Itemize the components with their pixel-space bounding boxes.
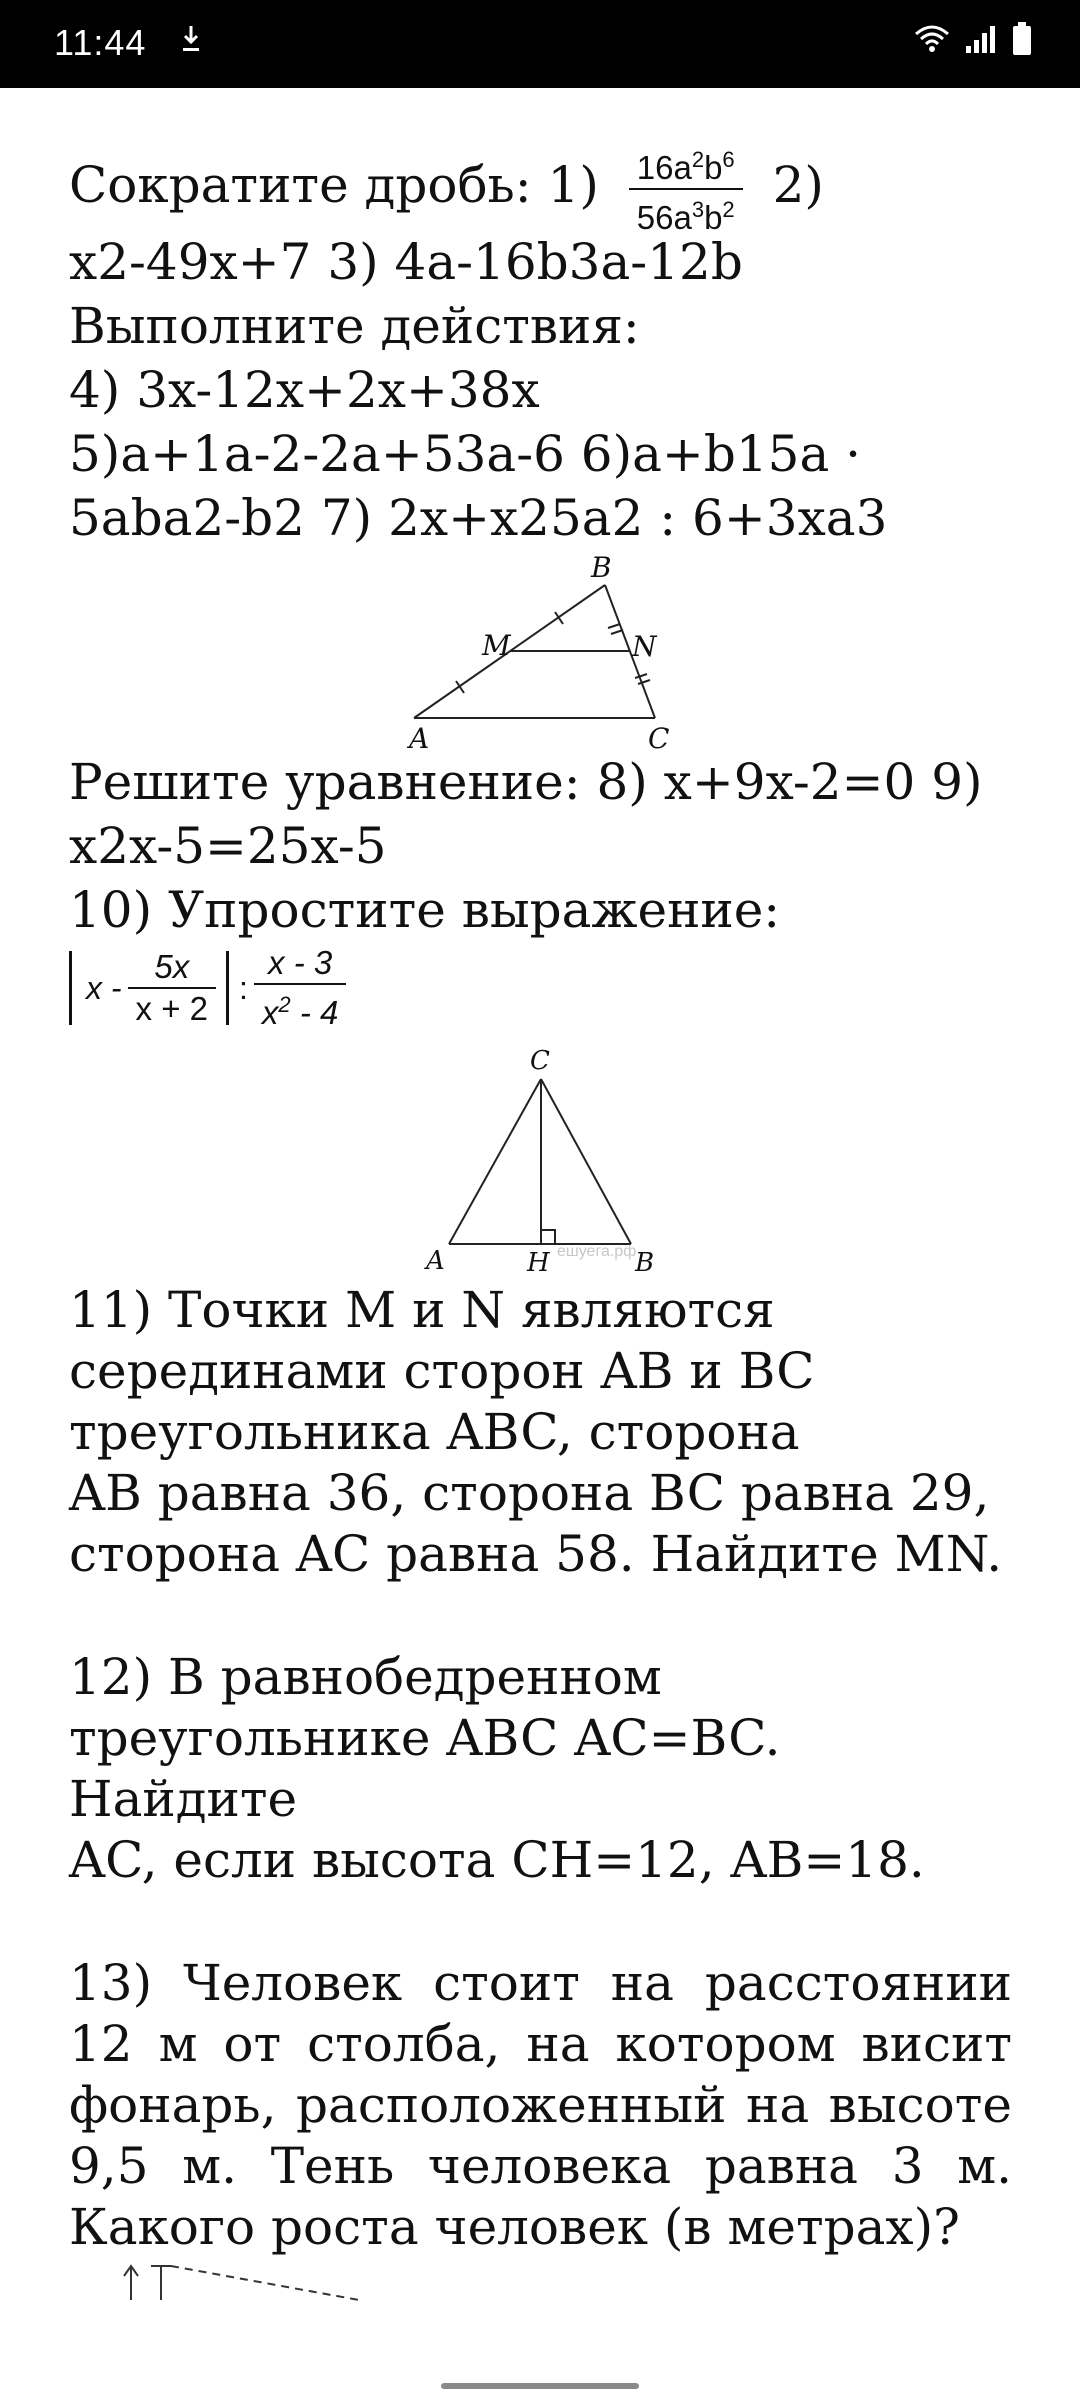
document-content xyxy=(69,140,1019,2302)
battery-icon xyxy=(1012,22,1032,61)
status-time: 11:44 xyxy=(54,22,147,63)
task-line-7: Решите уравнение: 8) x+9x-2=0 9) xyxy=(69,753,983,811)
frac1-den-exp-b: 2 xyxy=(722,197,735,222)
p11-line-5: сторона AC равна 58. Найдите MN. xyxy=(69,1525,1003,1583)
fraction-1 xyxy=(629,140,743,238)
p11-line-4: AB равна 36, сторона BC равна 29, xyxy=(69,1464,990,1522)
p12-line-3: AC, если высота CH=12, AB=18. xyxy=(69,1831,925,1889)
task-line-6: 5aba2-b2 7) 2x+x25a2 : 6+3xa3 xyxy=(69,489,888,547)
frac1-num-exp-b: 6 xyxy=(722,147,735,172)
expr10-frac-b-den-exp: 2 xyxy=(278,992,291,1017)
p11-line-2: серединами сторон AB и BC xyxy=(69,1342,815,1400)
problem-12 xyxy=(69,1647,1019,1891)
expr10-frac-b-den-rest: - 4 xyxy=(290,994,339,1031)
label-a: A xyxy=(426,1246,445,1276)
expr10-x: x - xyxy=(86,969,122,1006)
expr10-frac-a-den: x + 2 xyxy=(135,990,209,1027)
p12-line-1: 12) В равнобедренном xyxy=(69,1648,662,1706)
label-a: A xyxy=(409,722,430,750)
signal-icon xyxy=(964,24,998,59)
task-line-1-prefix: Сократите дробь: 1) xyxy=(69,156,599,214)
expr10-frac-a-num: 5x xyxy=(154,948,190,985)
task-line-8: x2x-5=25x-5 xyxy=(69,817,387,875)
p12-line-2: треугольнике ABC AC=BC. Найдите xyxy=(69,1709,781,1828)
task-line-9: 10) Упростите выражение: xyxy=(69,881,781,939)
expression-10 xyxy=(69,942,1019,1034)
gesture-nav-bar[interactable] xyxy=(441,2383,639,2389)
expr10-frac-b-den-base: x xyxy=(261,994,279,1031)
task-line-4: 4) 3x-12x+2x+38x xyxy=(69,361,540,419)
p11-line-3: треугольника ABC, сторона xyxy=(69,1403,800,1461)
expr10-frac-a xyxy=(128,947,216,1029)
label-c: C xyxy=(530,1046,550,1076)
triangle-midline-figure xyxy=(69,550,1019,750)
task-line-1 xyxy=(69,140,1019,236)
task-line-5: 5)a+1a-2-2a+53a-6 6)a+b15a · xyxy=(69,425,862,483)
download-icon xyxy=(180,24,202,59)
label-m: M xyxy=(482,629,511,662)
task-line-3: Выполните действия: xyxy=(69,297,640,355)
label-n: N xyxy=(632,630,657,663)
watermark-text: ешуега.рф xyxy=(557,1243,637,1260)
frac1-den-b: b xyxy=(704,199,723,236)
p11-line-1: 11) Точки M и N являются xyxy=(69,1281,775,1339)
lamp-post-figure-fragment xyxy=(69,2258,1019,2302)
side-bc xyxy=(541,1079,631,1244)
frac1-num-b: b xyxy=(704,149,723,186)
expr10-colon: : xyxy=(239,969,248,1006)
frac1-den-a: 56a xyxy=(636,199,692,236)
wifi-icon xyxy=(914,24,950,59)
frac1-num-a: 16a xyxy=(636,149,692,186)
problem-13: 13) Человек стоит на расстоянии 12 м от столба, на котором висит фонарь, расположенный на высоте 9,5 м. Тень человека равна 3 м. Какого роста человек (в метрах)? xyxy=(69,1954,1012,2256)
task-line-2: x2-49x+7 3) 4a-16b3a-12b xyxy=(69,233,743,291)
expr10-frac-b-num: x - 3 xyxy=(268,944,333,981)
label-b: B xyxy=(635,1248,655,1278)
side-ac xyxy=(449,1079,541,1244)
frac1-num-exp-a: 2 xyxy=(691,147,705,172)
label-h: H xyxy=(527,1248,550,1278)
right-angle-mark xyxy=(541,1230,555,1244)
label-c: C xyxy=(648,722,670,750)
isosceles-triangle-figure xyxy=(69,1034,1019,1284)
expr10-frac-b xyxy=(254,943,346,1033)
problem-11 xyxy=(69,1280,1019,1585)
frac1-den-exp-a: 3 xyxy=(691,197,705,222)
task-line-1-suffix: 2) xyxy=(772,156,824,214)
label-b: B xyxy=(591,551,612,584)
status-bar xyxy=(0,0,1080,88)
